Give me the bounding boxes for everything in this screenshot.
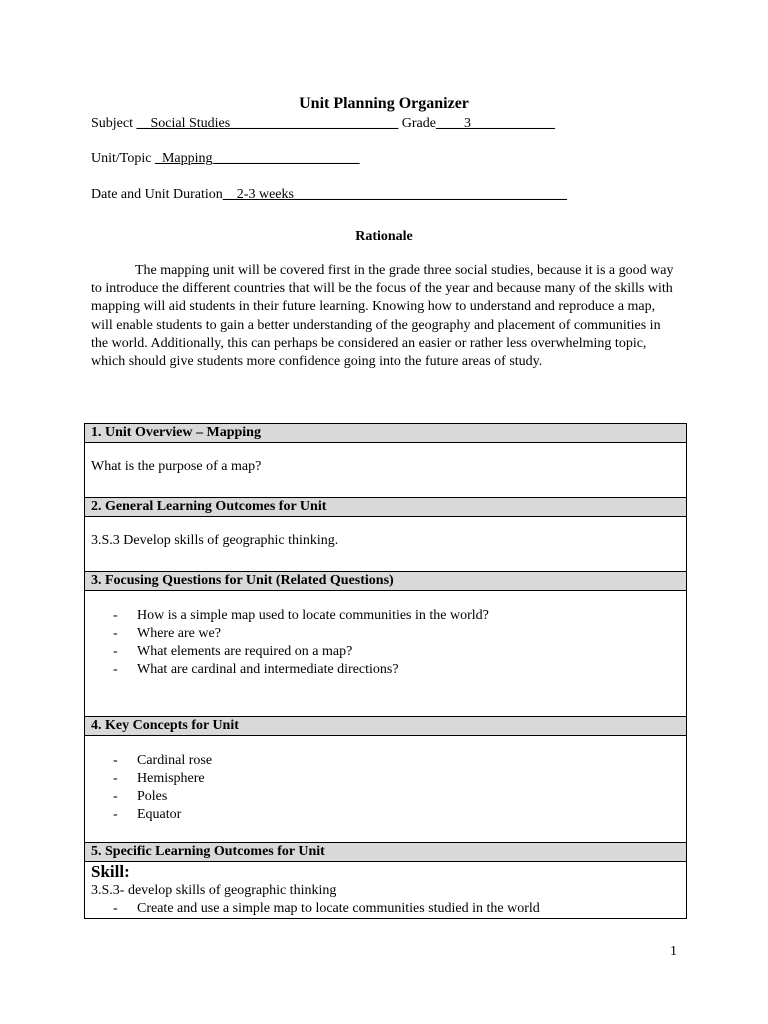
section-body-specific-outcomes [85,862,687,919]
skill-label: Skill: [91,862,130,881]
date-duration-label: Date and Unit Duration [91,187,223,202]
unit-topic-value: _Mapping_____________________ [154,151,360,166]
list-item-text: What are cardinal and intermediate directions? [137,662,399,677]
list-item [91,625,680,643]
rationale-paragraph: The mapping unit will be covered first in the grade three social studies, because it is a good way to introduce the different countries that will be the focus of the year and because many of the skills with mapping will aid students in their future learning. Knowing how to understand and reproduce a map, will enable students to gain a better understanding of the geography and placement of communities in the world. Additionally, this can perhaps be considered an easier or rather less overwhelming topic, which should give students more confidence going into the future areas of study. [91,263,674,370]
dash-marker: - [113,662,118,677]
list-item [91,770,680,788]
list-item-text: What elements are required on a map? [137,644,353,659]
subject-value: __Social Studies________________________ [136,116,399,131]
list-item [91,752,680,770]
general-outcomes-text: 3.S.3 Develop skills of geographic thinking. [91,533,339,548]
section-body-focusing-questions [85,591,687,717]
date-duration-value: __2-3 weeks_______________________________________ [222,187,567,202]
list-item [91,900,680,918]
list-item-text: Cardinal rose [137,753,213,768]
list-item [91,788,680,806]
section-body-overview [85,443,687,498]
section-heading-key-concepts: 4. Key Concepts for Unit [85,717,687,736]
list-item-text: Equator [137,807,182,822]
subject-label: Subject [91,116,137,131]
date-duration-line [91,187,567,203]
dash-marker: - [113,644,118,659]
list-item [91,607,680,625]
list-item-text: Create and use a simple map to locate communities studied in the world [137,901,540,916]
list-item-text: How is a simple map used to locate communities in the world? [137,608,489,623]
section-heading-specific-outcomes: 5. Specific Learning Outcomes for Unit [85,843,687,862]
skill-outcome-line: 3.S.3- develop skills of geographic thinking [91,883,337,898]
key-concepts-list [91,736,680,824]
section-heading-focusing-questions: 3. Focusing Questions for Unit (Related Questions) [85,572,687,591]
unit-topic-label: Unit/Topic [91,151,155,166]
unit-organizer-table [84,423,687,919]
list-item-text: Poles [137,789,168,804]
overview-text: What is the purpose of a map? [91,459,262,474]
grade-value: ____3____________ [435,116,555,131]
focusing-questions-list [91,591,680,679]
dash-marker: - [113,608,118,623]
section-body-key-concepts [85,736,687,843]
list-item-text: Where are we? [137,626,221,641]
dash-marker: - [113,789,118,804]
specific-outcomes-list [91,900,680,918]
page-number: 1 [670,944,677,959]
dash-marker: - [113,771,118,786]
section-body-general-outcomes [85,517,687,572]
list-item [91,806,680,824]
document-title: Unit Planning Organizer [299,95,469,112]
dash-marker: - [113,753,118,768]
list-item-text: Hemisphere [137,771,205,786]
subject-line [91,116,555,132]
list-item [91,643,680,661]
dash-marker: - [113,901,118,916]
rationale-body [91,262,676,371]
grade-label: Grade [398,116,436,131]
dash-marker: - [113,807,118,822]
unit-topic-line [91,151,360,167]
section-heading-general-outcomes: 2. General Learning Outcomes for Unit [85,498,687,517]
rationale-heading: Rationale [355,229,413,244]
dash-marker: - [113,626,118,641]
list-item [91,661,680,679]
section-heading-overview: 1. Unit Overview – Mapping [85,424,687,443]
